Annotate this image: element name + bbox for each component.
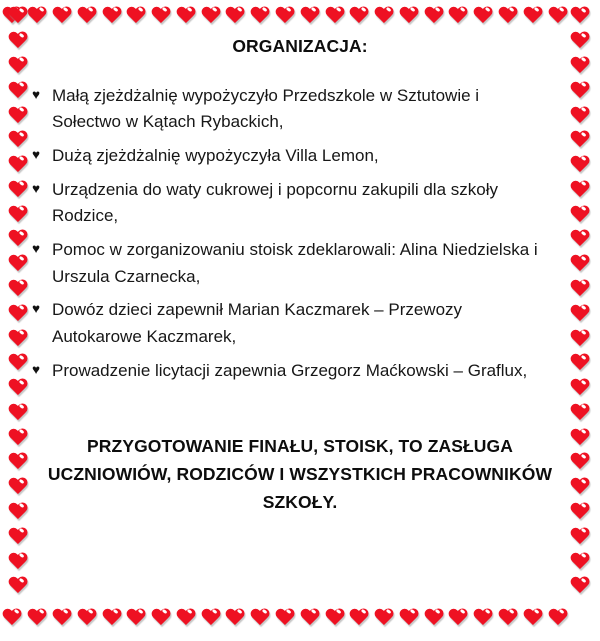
heart-highlight [261, 7, 267, 13]
heart-bullet-icon: ♥ [32, 241, 41, 257]
heart-icon [176, 7, 196, 25]
heart-icon [52, 7, 72, 25]
heart-icon [448, 609, 468, 627]
heart-highlight [236, 609, 242, 615]
heart-highlight [581, 354, 587, 360]
heart-highlight [509, 7, 515, 13]
heart-border-bottom [0, 606, 600, 630]
heart-bullet-icon: ♥ [32, 181, 41, 197]
heart-icon [523, 609, 543, 627]
heart-highlight [19, 32, 25, 38]
heart-highlight [581, 231, 587, 237]
heart-highlight [558, 609, 564, 615]
heart-highlight [19, 57, 25, 63]
heart-highlight [19, 330, 25, 336]
list-item [32, 297, 547, 350]
heart-icon [570, 305, 590, 323]
heart-icon [151, 7, 171, 25]
heart-icon [8, 453, 28, 471]
heart-highlight [581, 429, 587, 435]
heart-highlight [261, 609, 267, 615]
heart-icon [8, 354, 28, 372]
heart-bullet-icon: ♥ [32, 361, 41, 377]
list-item-text: Dowóz dzieci zapewnił Marian Kaczmarek – Przewozy Autokarowe Kaczmarek, [52, 300, 463, 346]
heart-icon [424, 609, 444, 627]
heart-highlight [410, 609, 416, 615]
heart-highlight [63, 7, 69, 13]
heart-icon [570, 230, 590, 248]
heart-icon [8, 131, 28, 149]
heart-icon [448, 7, 468, 25]
heart-icon [151, 609, 171, 627]
heart-icon [52, 609, 72, 627]
heart-icon [225, 7, 245, 25]
heart-highlight [385, 7, 391, 13]
heart-icon [570, 255, 590, 273]
heart-highlight [581, 57, 587, 63]
heart-highlight [459, 7, 465, 13]
heart-border-left [6, 4, 30, 636]
heart-highlight [581, 181, 587, 187]
heart-highlight [19, 181, 25, 187]
heart-icon [8, 107, 28, 125]
heart-icon [27, 7, 47, 25]
heart-icon [349, 7, 369, 25]
heart-icon [300, 7, 320, 25]
heart-highlight [112, 7, 118, 13]
list-item-text: Urządzenia do waty cukrowej i popcornu zakupili dla szkoły Rodzice, [52, 180, 498, 226]
heart-icon [570, 330, 590, 348]
heart-icon [8, 528, 28, 546]
heart-highlight [19, 280, 25, 286]
heart-highlight [19, 206, 25, 212]
heart-highlight [581, 255, 587, 261]
heart-icon [374, 7, 394, 25]
heart-icon [275, 7, 295, 25]
heart-icon [349, 609, 369, 627]
heart-highlight [162, 609, 168, 615]
heart-highlight [581, 32, 587, 38]
heart-highlight [19, 553, 25, 559]
heart-highlight [581, 578, 587, 584]
heart-highlight [19, 305, 25, 311]
heart-highlight [484, 609, 490, 615]
heart-icon [570, 280, 590, 298]
heart-icon [498, 7, 518, 25]
heart-icon [201, 7, 221, 25]
heart-icon [498, 609, 518, 627]
heart-highlight [385, 609, 391, 615]
heart-icon [250, 7, 270, 25]
heart-icon [8, 280, 28, 298]
heart-highlight [581, 305, 587, 311]
heart-highlight [581, 454, 587, 460]
heart-highlight [286, 7, 292, 13]
heart-icon [570, 379, 590, 397]
heart-icon [8, 156, 28, 174]
heart-highlight [212, 7, 218, 13]
heart-highlight [581, 280, 587, 286]
heart-highlight [112, 609, 118, 615]
heart-icon [8, 206, 28, 224]
heart-icon [570, 478, 590, 496]
heart-icon [570, 206, 590, 224]
heart-highlight [187, 7, 193, 13]
heart-icon [523, 7, 543, 25]
heart-highlight [19, 82, 25, 88]
heart-icon [77, 609, 97, 627]
heart-icon [126, 609, 146, 627]
heart-highlight [162, 7, 168, 13]
heart-highlight [13, 609, 19, 615]
heart-icon [570, 528, 590, 546]
heart-highlight [19, 255, 25, 261]
heart-icon [8, 305, 28, 323]
heart-icon [570, 503, 590, 521]
heart-highlight [19, 578, 25, 584]
heart-highlight [581, 553, 587, 559]
heart-icon [570, 577, 590, 595]
heart-icon [8, 82, 28, 100]
list-item [32, 358, 547, 384]
heart-highlight [484, 7, 490, 13]
heart-highlight [19, 379, 25, 385]
heart-highlight [410, 7, 416, 13]
heart-bullet-icon: ♥ [32, 301, 41, 317]
heart-highlight [581, 404, 587, 410]
heart-icon [399, 7, 419, 25]
page-title: ORGANIZACJA: [232, 36, 368, 56]
heart-highlight [311, 7, 317, 13]
list-item [32, 177, 547, 230]
poster-content [32, 28, 568, 603]
closing-statement: PRZYGOTOWANIE FINAŁU, STOISK, TO ZASŁUGA UCZNIOWIÓW, RODZICÓW I WSZYSTKICH PRACOWNIKÓW SZKOŁY. [47, 435, 553, 512]
heart-highlight [19, 404, 25, 410]
heart-highlight [88, 609, 94, 615]
heart-icon [548, 609, 568, 627]
heart-highlight [581, 156, 587, 162]
heart-highlight [19, 131, 25, 137]
heart-icon [2, 7, 22, 25]
heart-highlight [19, 156, 25, 162]
heart-highlight [137, 7, 143, 13]
heart-icon [570, 107, 590, 125]
heart-highlight [534, 7, 540, 13]
heart-icon [126, 7, 146, 25]
heart-highlight [335, 7, 341, 13]
heart-icon [8, 255, 28, 273]
heart-highlight [19, 478, 25, 484]
heart-icon [570, 131, 590, 149]
heart-highlight [19, 528, 25, 534]
heart-icon [570, 57, 590, 75]
heart-bullet-icon: ♥ [32, 87, 41, 102]
heart-highlight [534, 609, 540, 615]
heart-highlight [63, 609, 69, 615]
heart-highlight [19, 503, 25, 509]
heart-highlight [581, 528, 587, 534]
list-item-text: Prowadzenie licytacji zapewnia Grzegorz Maćkowski – Graflux, [52, 360, 528, 380]
list-item [32, 83, 547, 136]
heart-highlight [581, 503, 587, 509]
list-item [32, 237, 547, 290]
heart-icon [570, 429, 590, 447]
heart-icon [102, 7, 122, 25]
heart-highlight [286, 609, 292, 615]
heart-icon [8, 57, 28, 75]
heart-icon [374, 609, 394, 627]
heart-icon [570, 7, 590, 25]
heart-highlight [19, 8, 25, 14]
heart-icon [8, 503, 28, 521]
heart-highlight [19, 231, 25, 237]
heart-highlight [19, 107, 25, 113]
heart-icon [300, 609, 320, 627]
heart-icon [399, 609, 419, 627]
heart-highlight [360, 609, 366, 615]
heart-icon [8, 32, 28, 50]
heart-icon [8, 577, 28, 595]
heart-icon [8, 404, 28, 422]
heart-highlight [236, 7, 242, 13]
heart-icon [8, 553, 28, 571]
heart-icon [77, 7, 97, 25]
list-item-text: Dużą zjeżdżalnię wypożyczyła Villa Lemon, [52, 146, 379, 166]
heart-icon [570, 82, 590, 100]
heart-highlight [19, 354, 25, 360]
heart-highlight [509, 609, 515, 615]
heart-highlight [13, 7, 19, 13]
organization-list [32, 83, 568, 384]
heart-highlight [581, 330, 587, 336]
heart-highlight [19, 429, 25, 435]
heart-icon [570, 404, 590, 422]
heart-icon [102, 609, 122, 627]
heart-icon [570, 354, 590, 372]
heart-border-right [568, 4, 592, 636]
heart-highlight [581, 8, 587, 14]
heart-highlight [19, 454, 25, 460]
heart-icon [8, 7, 28, 25]
heart-highlight [435, 7, 441, 13]
heart-icon [570, 181, 590, 199]
heart-icon [473, 7, 493, 25]
heart-highlight [459, 609, 465, 615]
heart-icon [201, 609, 221, 627]
heart-icon [325, 609, 345, 627]
heart-bullet-icon: ♥ [32, 147, 41, 163]
heart-border-top [0, 4, 600, 28]
heart-highlight [581, 478, 587, 484]
heart-highlight [581, 107, 587, 113]
heart-highlight [88, 7, 94, 13]
list-item-text: Małą zjeżdżalnię wypożyczyło Przedszkole w Sztutowie i Sołectwo w Kątach Rybackich, [52, 86, 480, 132]
heart-icon [473, 609, 493, 627]
heart-icon [225, 609, 245, 627]
heart-icon [27, 609, 47, 627]
heart-icon [8, 230, 28, 248]
heart-highlight [435, 609, 441, 615]
heart-highlight [360, 7, 366, 13]
heart-highlight [38, 7, 44, 13]
heart-icon [570, 32, 590, 50]
heart-highlight [38, 609, 44, 615]
heart-icon [570, 156, 590, 174]
heart-icon [548, 7, 568, 25]
heart-highlight [311, 609, 317, 615]
heart-icon [325, 7, 345, 25]
heart-icon [275, 609, 295, 627]
heart-icon [176, 609, 196, 627]
heart-icon [8, 429, 28, 447]
heart-highlight [335, 609, 341, 615]
heart-icon [8, 181, 28, 199]
heart-icon [424, 7, 444, 25]
heart-highlight [558, 7, 564, 13]
heart-icon [8, 379, 28, 397]
heart-highlight [212, 609, 218, 615]
heart-icon [570, 453, 590, 471]
heart-icon [8, 478, 28, 496]
heart-icon [570, 553, 590, 571]
heart-icon [8, 330, 28, 348]
list-item-text: Pomoc w zorganizowaniu stoisk zdeklarowali: Alina Niedzielska i Urszula Czarnecka, [52, 240, 538, 286]
heart-highlight [581, 131, 587, 137]
heart-icon [250, 609, 270, 627]
heart-highlight [187, 609, 193, 615]
heart-highlight [581, 82, 587, 88]
heart-highlight [581, 379, 587, 385]
heart-icon [2, 609, 22, 627]
heart-highlight [137, 609, 143, 615]
heart-highlight [581, 206, 587, 212]
list-item [32, 143, 547, 169]
